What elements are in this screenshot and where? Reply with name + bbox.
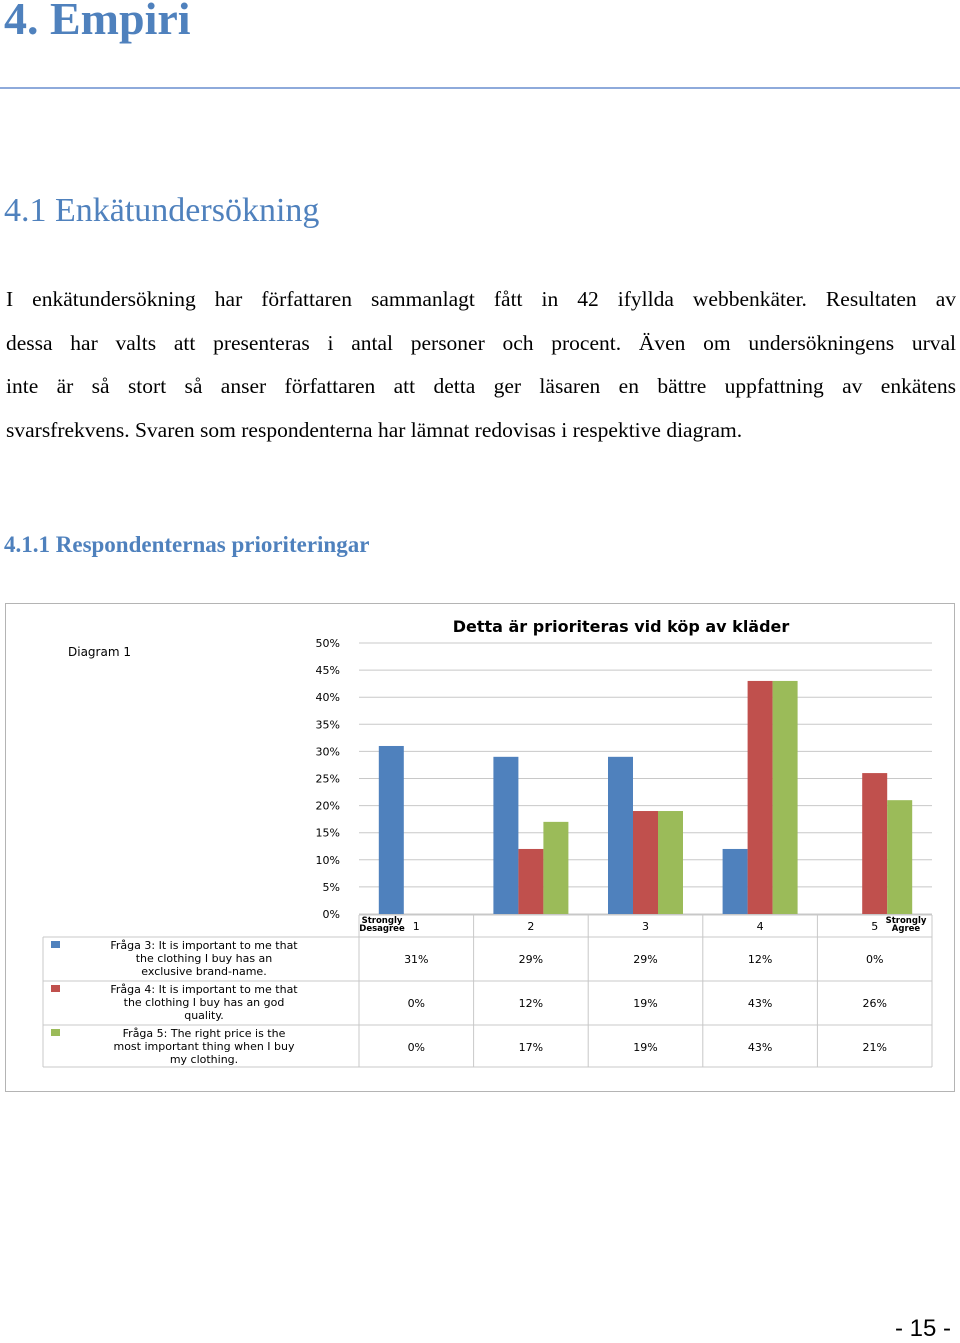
- bar: [723, 849, 748, 914]
- bar: [633, 811, 658, 914]
- legend-label: the clothing I buy has an: [135, 952, 273, 965]
- data-label: 17%: [518, 1041, 544, 1054]
- bar: [518, 849, 543, 914]
- bar: [748, 681, 773, 914]
- bar: [543, 822, 568, 914]
- y-tick-label: 35%: [315, 718, 340, 732]
- data-label: 12%: [747, 953, 773, 966]
- legend-label: quality.: [184, 1009, 224, 1022]
- data-label: 29%: [633, 953, 658, 966]
- x-tick-label: 2: [527, 920, 535, 933]
- x-tick-label: 3: [642, 920, 649, 933]
- chart-title: Detta är prioriteras vid köp av kläder: [452, 617, 790, 636]
- data-label: 0%: [407, 997, 426, 1010]
- legend-label: exclusive brand-name.: [141, 965, 267, 978]
- x-extra-label: Desagree: [359, 924, 405, 934]
- diagram-label: Diagram 1: [68, 645, 131, 659]
- y-tick-label: 15%: [315, 826, 340, 840]
- bar: [862, 773, 887, 914]
- x-tick-label: 4: [756, 920, 764, 933]
- data-label: 21%: [862, 1041, 887, 1054]
- paragraph-line: inte är så stort så anser författaren att detta ger läsaren en bättre uppfattning av enkätens: [6, 374, 956, 398]
- subsection-heading: 4.1.1 Respondenternas prioriteringar: [4, 532, 370, 557]
- y-tick-label: 30%: [315, 745, 340, 759]
- legend-swatch: [51, 941, 60, 948]
- legend-swatch: [51, 985, 60, 992]
- page-number: - 15 -: [895, 1315, 952, 1342]
- x-extra-label: Strongly: [885, 916, 927, 926]
- bar: [608, 757, 633, 914]
- data-label: 19%: [633, 997, 658, 1010]
- data-label: 43%: [747, 997, 773, 1010]
- y-tick-label: 10%: [315, 853, 340, 867]
- paragraph-line: svarsfrekvens. Svaren som respondenterna har lämnat redovisas i respektive diagram.: [6, 418, 743, 442]
- legend-label: most important thing when I buy: [113, 1040, 295, 1053]
- y-tick-label: 20%: [315, 799, 340, 813]
- data-label: 0%: [407, 1041, 426, 1054]
- y-tick-label: 0%: [322, 908, 340, 921]
- x-tick-label: 5: [871, 920, 879, 933]
- legend-label: Fråga 5: The right price is the: [122, 1027, 286, 1040]
- paragraph-line: I enkätundersökning har författaren sammanlagt fått in 42 ifyllda webbenkäter. Resultaten av: [6, 287, 956, 311]
- bar: [658, 811, 683, 914]
- data-label: 31%: [404, 953, 429, 966]
- paragraph-line: dessa har valts att presenteras i antal personer och procent. Även om undersökningens urval: [6, 331, 956, 355]
- y-tick-label: 25%: [315, 772, 340, 786]
- y-tick-label: 50%: [315, 637, 340, 650]
- bar-chart: [6, 604, 956, 1093]
- bar: [887, 800, 912, 914]
- y-tick-label: 40%: [315, 691, 340, 705]
- x-extra-label: Strongly: [361, 916, 403, 926]
- data-label: 29%: [518, 953, 544, 966]
- heading-divider: [0, 87, 960, 89]
- bar: [379, 746, 404, 914]
- y-tick-label: 5%: [322, 880, 340, 894]
- x-extra-label: Agree: [891, 924, 921, 934]
- chapter-heading: 4. Empiri: [4, 0, 191, 44]
- legend-swatch: [51, 1029, 60, 1036]
- bar: [493, 757, 518, 914]
- x-tick-label: 1: [412, 920, 420, 933]
- y-tick-label: 45%: [315, 664, 340, 678]
- section-heading: 4.1 Enkätundersökning: [4, 192, 320, 229]
- legend-label: my clothing.: [169, 1053, 239, 1066]
- chart-container: [5, 603, 955, 1092]
- legend-label: the clothing I buy has an god: [123, 996, 285, 1009]
- legend-label: Fråga 4: It is important to me that: [110, 983, 298, 996]
- data-label: 26%: [862, 997, 887, 1010]
- data-label: 19%: [633, 1041, 658, 1054]
- data-label: 0%: [865, 953, 884, 966]
- bar: [773, 681, 798, 914]
- legend-label: Fråga 3: It is important to me that: [110, 939, 298, 952]
- data-label: 43%: [747, 1041, 773, 1054]
- data-label: 12%: [518, 997, 544, 1010]
